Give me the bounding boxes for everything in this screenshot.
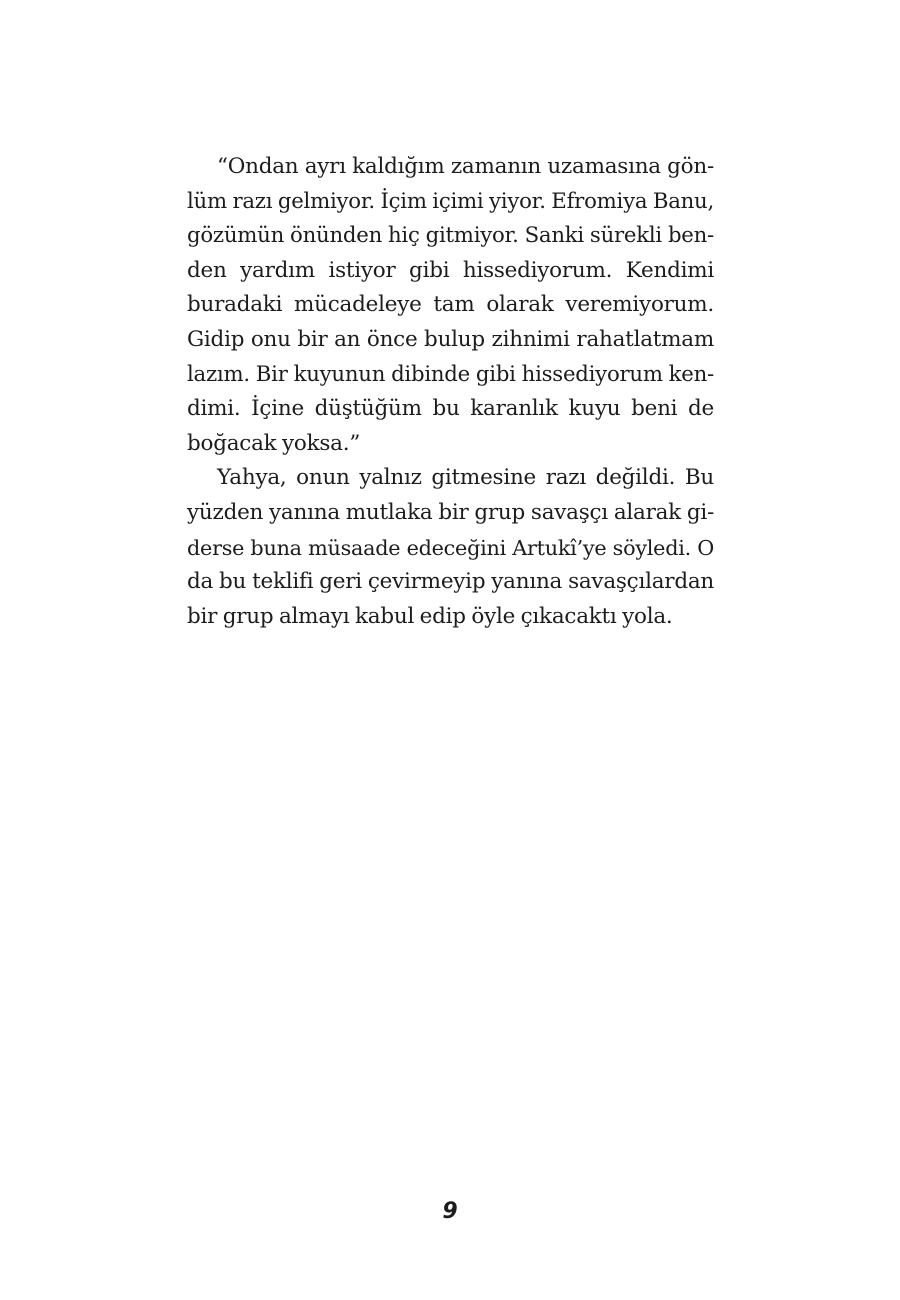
paragraph-1 [187,150,714,461]
text-line: gözümün önünden hiç gitmiyor. Sanki sürekli ben- [187,223,714,249]
text-line: bir grup almayı kabul edip öyle çıkacaktı yola. [187,603,673,629]
text-line: “Ondan ayrı kaldığım zamanın uzamasına gön- [217,154,714,179]
text-line: Yahya, onun yalnız gitmesine razı değildi. Bu [217,465,714,491]
text-line: Gidip onu bir an önce bulup zihnimi rahatlatmam [187,326,714,352]
text-line: den yardım istiyor gibi hissediyorum. Kendimi [187,257,714,283]
text-line: dimi. İçine düştüğüm bu karanlık kuyu beni de [187,396,714,422]
text-line: da bu teklifi geri çevirmeyip yanına savaşçılardan [187,569,714,595]
body-text [187,150,714,634]
text-line: derse buna müsaade edeceğini Artukî’ye söyledi. O [187,535,714,560]
text-line: lüm razı gelmiyor. İçim içimi yiyor. Efromiya Banu, [187,188,714,214]
paragraph-2 [187,461,714,634]
text-line: lazım. Bir kuyunun dibinde gibi hissediyorum ken- [187,361,714,387]
page-number: 9 [442,1199,458,1224]
text-line: boğacak yoksa.” [187,430,361,456]
text-line: yüzden yanına mutlaka bir grup savaşçı alarak gi- [187,499,714,525]
text-line: buradaki mücadeleye tam olarak veremiyorum. [187,292,714,318]
